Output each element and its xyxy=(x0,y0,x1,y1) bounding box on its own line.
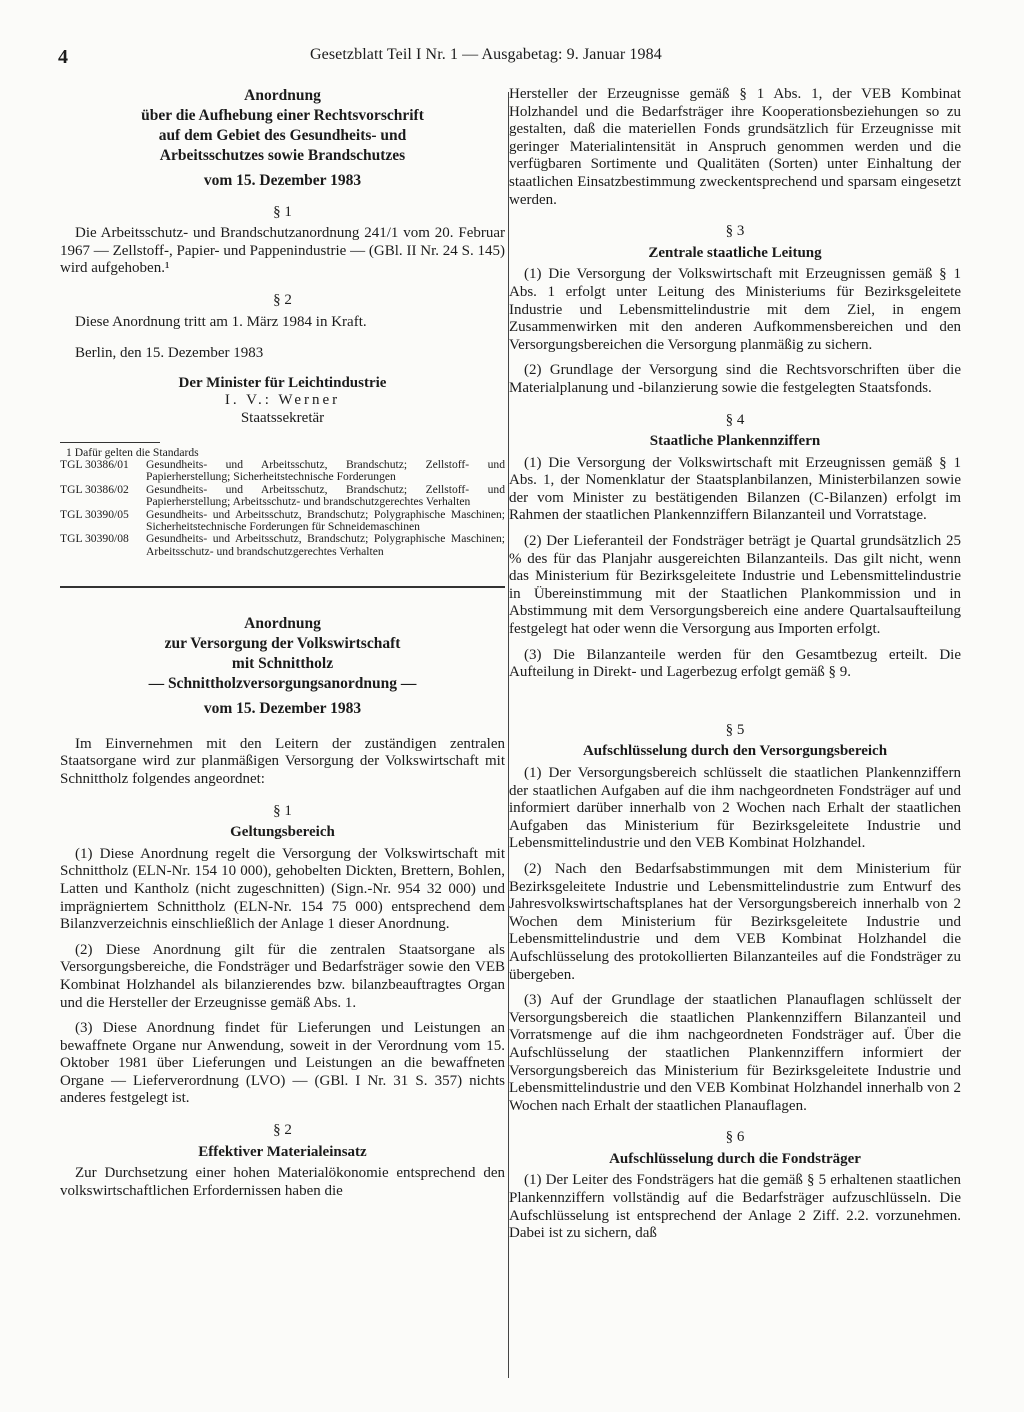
signer-title: Der Minister für Leichtindustrie xyxy=(178,374,387,391)
footnote-item xyxy=(60,509,505,534)
order2-section-5-para: (1) Der Versorgungsbereich schlüsselt die staatlichen Plankennziffern der staatlichen Aufgaben auf die ihm nachgeordneten Fondsträger auf und informiert darüber innerhalb von 2 Wochen nach Erhalt der staatlichen Aufgaben das Ministerium für Bezirksgeleitete Industrie und Lebensmittelindustrie und den VEB Kombinat Holzhandel. xyxy=(509,765,961,852)
order2-section-2-heading: Effektiver Materialeinsatz xyxy=(198,1143,367,1160)
running-title: Gesetzblatt Teil I Nr. 1 — Ausgabetag: 9. Januar 1984 xyxy=(310,46,662,63)
order2-section-4-para: (2) Der Lieferanteil der Fondsträger beträgt je Quartal grundsätzlich 25 % des für das Planjahr ausgereichten Bilanzanteils. Das gilt nicht, wenn das Ministerium für Bezirksgeleitete Industrie und Lebensmittelindustrie in Übereinstimmung mit der Staatlichen Plankommission und in Abstimmung mit dem Versorgungsbereich eine andere Quartalsaufteilung festgelegt hat oder wenn die Versorgung aus Importen erfolgt. xyxy=(509,533,961,638)
order2-section-6: § 6 xyxy=(725,1129,745,1146)
order2-section-2-para-cont: Hersteller der Erzeugnisse gemäß § 1 Abs. 1, der VEB Kombinat Holzhandel und die Bedarfsträger ihre Kooperationsbeziehungen so zu gestalten, daß die materiellen Fonds grundsätzlich für Erzeugnisse mit geringer Materialintensität in Anspruch genommen werden und die verfügbaren Sortimente und Qualitäten (Sorten) unter Einhaltung der staatlichen Einsatzbestimmung zweckentsprechend und sparsam eingesetzt werden. xyxy=(509,86,961,208)
footnote-code: TGL 30390/05 xyxy=(60,507,129,521)
footnote-code: TGL 30386/01 xyxy=(60,457,129,471)
order2-section-6-heading: Aufschlüsselung durch die Fondsträger xyxy=(609,1150,861,1167)
left-column xyxy=(60,86,505,1208)
order2-section-3: § 3 xyxy=(725,223,745,240)
order2-preamble: Im Einvernehmen mit den Leitern der zuständigen zentralen Staatsorgane wird zur planmäßigen Versorgung der Volkswirtschaft mit Schnittholz folgendes angeordnet: xyxy=(60,735,505,787)
order2-section-4-para: (3) Die Bilanzanteile werden für den Gesamtbezug erteilt. Die Aufteilung in Direkt- und Lagerbezug erfolgt gemäß § 9. xyxy=(509,646,961,681)
place-date: Berlin, den 15. Dezember 1983 xyxy=(75,345,264,362)
order2-section-1-para: (3) Diese Anordnung findet für Lieferungen und Leistungen an bewaffnete Organe nur Anwendung, soweit in der Verordnung vom 15. Oktober 1981 über Lieferungen und Leistungen an die bewaffneten Organe — Lieferverordnung (LVO) — (GBl. I Nr. 31 S. 357) nichts anderes festgelegt ist. xyxy=(60,1020,505,1107)
footnote-item xyxy=(60,484,505,509)
order1-title-line: auf dem Gebiet des Gesundheits- und xyxy=(158,127,407,144)
footnote-item xyxy=(60,533,505,558)
order2-section-6-para: (1) Der Leiter des Fondsträgers hat die gemäß § 5 erhaltenen staatlichen Plankennziffern vollständig auf die Bedarfsträger aufzuschlüsseln. Die Aufschlüsselung ist entsprechend der Anlage 2 Ziff. 2.2. vorzunehmen. Dabei ist zu sichern, daß xyxy=(509,1172,961,1242)
order1-date: vom 15. Dezember 1983 xyxy=(203,172,362,189)
order1-section-1-text: Die Arbeitsschutz- und Brandschutzanordnung 241/1 vom 20. Februar 1967 — Zellstoff-, Papier- und Pappenindustrie — (GBl. II Nr. 24 S. 145) wird aufgehoben.¹ xyxy=(60,225,505,277)
order2-date: vom 15. Dezember 1983 xyxy=(203,700,362,718)
order2-section-3-para: (2) Grundlage der Versorgung sind die Rechtsvorschriften über die Materialplanung und -bilanzierung sowie die festgelegten Staatsfonds. xyxy=(509,362,961,396)
footnotes xyxy=(60,447,505,559)
footnote-text: Gesundheits- und Arbeitsschutz, Brandschutz; Polygraphische Maschinen; Arbeitsschutz- und brandschutzgerechtes Verhalten xyxy=(146,532,505,558)
page-header xyxy=(58,46,968,70)
order2-title xyxy=(60,614,505,694)
order2-section-4-heading: Staatliche Plankennziffern xyxy=(649,433,821,450)
footnote-text: Gesundheits- und Arbeitsschutz, Brandschutz; Zellstoff- und Papierherstellung; Arbeitsschutz- und brandschutzgerechtes Verhalten xyxy=(146,482,505,509)
order2-section-1-heading: Geltungsbereich xyxy=(230,824,335,841)
footnote-intro: 1 Dafür gelten die Standards xyxy=(66,445,199,459)
order1-title xyxy=(60,86,505,166)
footnote-item xyxy=(60,459,505,484)
order1-title-line: Arbeitsschutzes sowie Brandschutzes xyxy=(159,147,406,164)
order1-title-line: über die Aufhebung einer Rechtsvorschrift xyxy=(141,107,424,124)
footnote-text: Gesundheits- und Arbeitsschutz, Brandschutz; Polygraphische Maschinen; Sicherheitstechnische Forderungen für Schneidemaschinen xyxy=(146,507,505,533)
order2-section-3-para: (1) Die Versorgung der Volkswirtschaft mit Erzeugnissen gemäß § 1 Abs. 1 erfolgt unter Leitung des Ministeriums für Bezirksgeleitete Industrie und Lebensmittelindustrie mit dem Ziel, in engem Zusammenwirken mit den anderen Aufkommensbereichen und den Versorgungsbereichen die Versorgung planmäßig zu sichern. xyxy=(509,266,961,353)
order1-title-line: Anordnung xyxy=(244,87,321,104)
order1-section-2: § 2 xyxy=(273,291,292,308)
order2-section-1: § 1 xyxy=(273,802,292,819)
order1-section-2-text: Diese Anordnung tritt am 1. März 1984 in Kraft. xyxy=(75,313,367,330)
order2-section-4: § 4 xyxy=(725,411,745,428)
order2-title-line: mit Schnittholz xyxy=(231,655,334,673)
order2-section-2: § 2 xyxy=(273,1122,292,1139)
order1-section-1: § 1 xyxy=(273,203,292,220)
order2-section-5-para: (2) Nach den Bedarfsabstimmungen mit dem Ministerium für Bezirksgeleitete Industrie und Lebensmittelindustrie zum Entwurf des Jahresvolkswirtschaftsplanes hat der Versorgungsbereich innerhalb von 2 Wochen dem Ministerium für Bezirksgeleitete Industrie und Lebensmittelindustrie und dem VEB Kombinat Holzhandel die Aufschlüsselung des protokollierten Bilanzanteiles auf die Fondsträger zu übergeben. xyxy=(509,860,961,983)
section-separator xyxy=(60,586,505,588)
page-number: 4 xyxy=(58,46,68,68)
footnote-code: TGL 30386/02 xyxy=(60,482,129,496)
signer-role: Staatssekretär xyxy=(240,409,325,426)
order2-section-2-para: Zur Durchsetzung einer hohen Materialökonomie entsprechend den volkswirtschaftlichen Erfordernissen haben die xyxy=(60,1165,505,1199)
signer-name: I. V.: Werner xyxy=(224,392,341,409)
footnote-text: Gesundheits- und Arbeitsschutz, Brandschutz; Zellstoff- und Papierherstellung; Sicherheitstechnische Forderungen xyxy=(146,457,505,484)
order2-section-5-para: (3) Auf der Grundlage der staatlichen Planauflagen schlüsselt der Versorgungsbereich die staatlichen Plankennziffern Bilanzanteil und Vorratsmenge auf die ihm nachgeordneten Fondsträger auf. Über die Aufschlüsselung der staatlichen Plankennziffern informiert der Versorgungsbereich das Ministerium für Bezirksgeleitete Industrie und Lebensmittelindustrie und den VEB Kombinat Holzhandel innerhalb von 2 Wochen nach Erhalt der staatlichen Planauflagen. xyxy=(509,992,961,1114)
footnote-rule xyxy=(60,442,160,443)
order2-title-line: Anordnung xyxy=(244,615,321,633)
order2-section-5: § 5 xyxy=(725,721,745,738)
right-column xyxy=(509,86,961,1251)
order2-section-3-heading: Zentrale staatliche Leitung xyxy=(648,244,822,261)
order2-section-4-para: (1) Die Versorgung der Volkswirtschaft mit Erzeugnissen gemäß § 1 Abs. 1, der Nomenklatur der Staatsplanbilanzen, Ministerbilanzen sowie der vom Minister zu bestätigenden Bilanzen (C-Bilanzen) erfolgt im Rahmen der staatlichen Plankennziffern Bilanzanteil und Vorratstage. xyxy=(509,454,961,524)
order2-section-1-para: (2) Diese Anordnung gilt für die zentralen Staatsorgane als Versorgungsbereiche, die Fondsträger und Bedarfsträger sowie den VEB Kombinat Holzhandel als bilanzierendes bzw. bilanzbeauftragtes Organ und die Hersteller der Erzeugnisse gemäß Abs. 1. xyxy=(60,941,505,1011)
order2-title-line: — Schnittholzversorgungsanordnung — xyxy=(148,675,417,693)
footnote-code: TGL 30390/08 xyxy=(60,532,129,546)
order2-section-1-para: (1) Diese Anordnung regelt die Versorgung der Volkswirtschaft mit Schnittholz (ELN-Nr. 154 10 000), gehobelten Dickten, Brettern, Bohlen, Latten und Kantholz (nicht zugeschnitten) (Sign.-Nr. 954 32 000) und imprägniertem Schnittholz (ELN-Nr. 154 75 000) entsprechend dem Bilanzverzeichnis einschließlich der Anlage 1 dieser Anordnung. xyxy=(60,845,505,933)
order2-section-5-heading: Aufschlüsselung durch den Versorgungsbereich xyxy=(582,743,888,760)
order2-title-line: zur Versorgung der Volkswirtschaft xyxy=(164,635,401,653)
